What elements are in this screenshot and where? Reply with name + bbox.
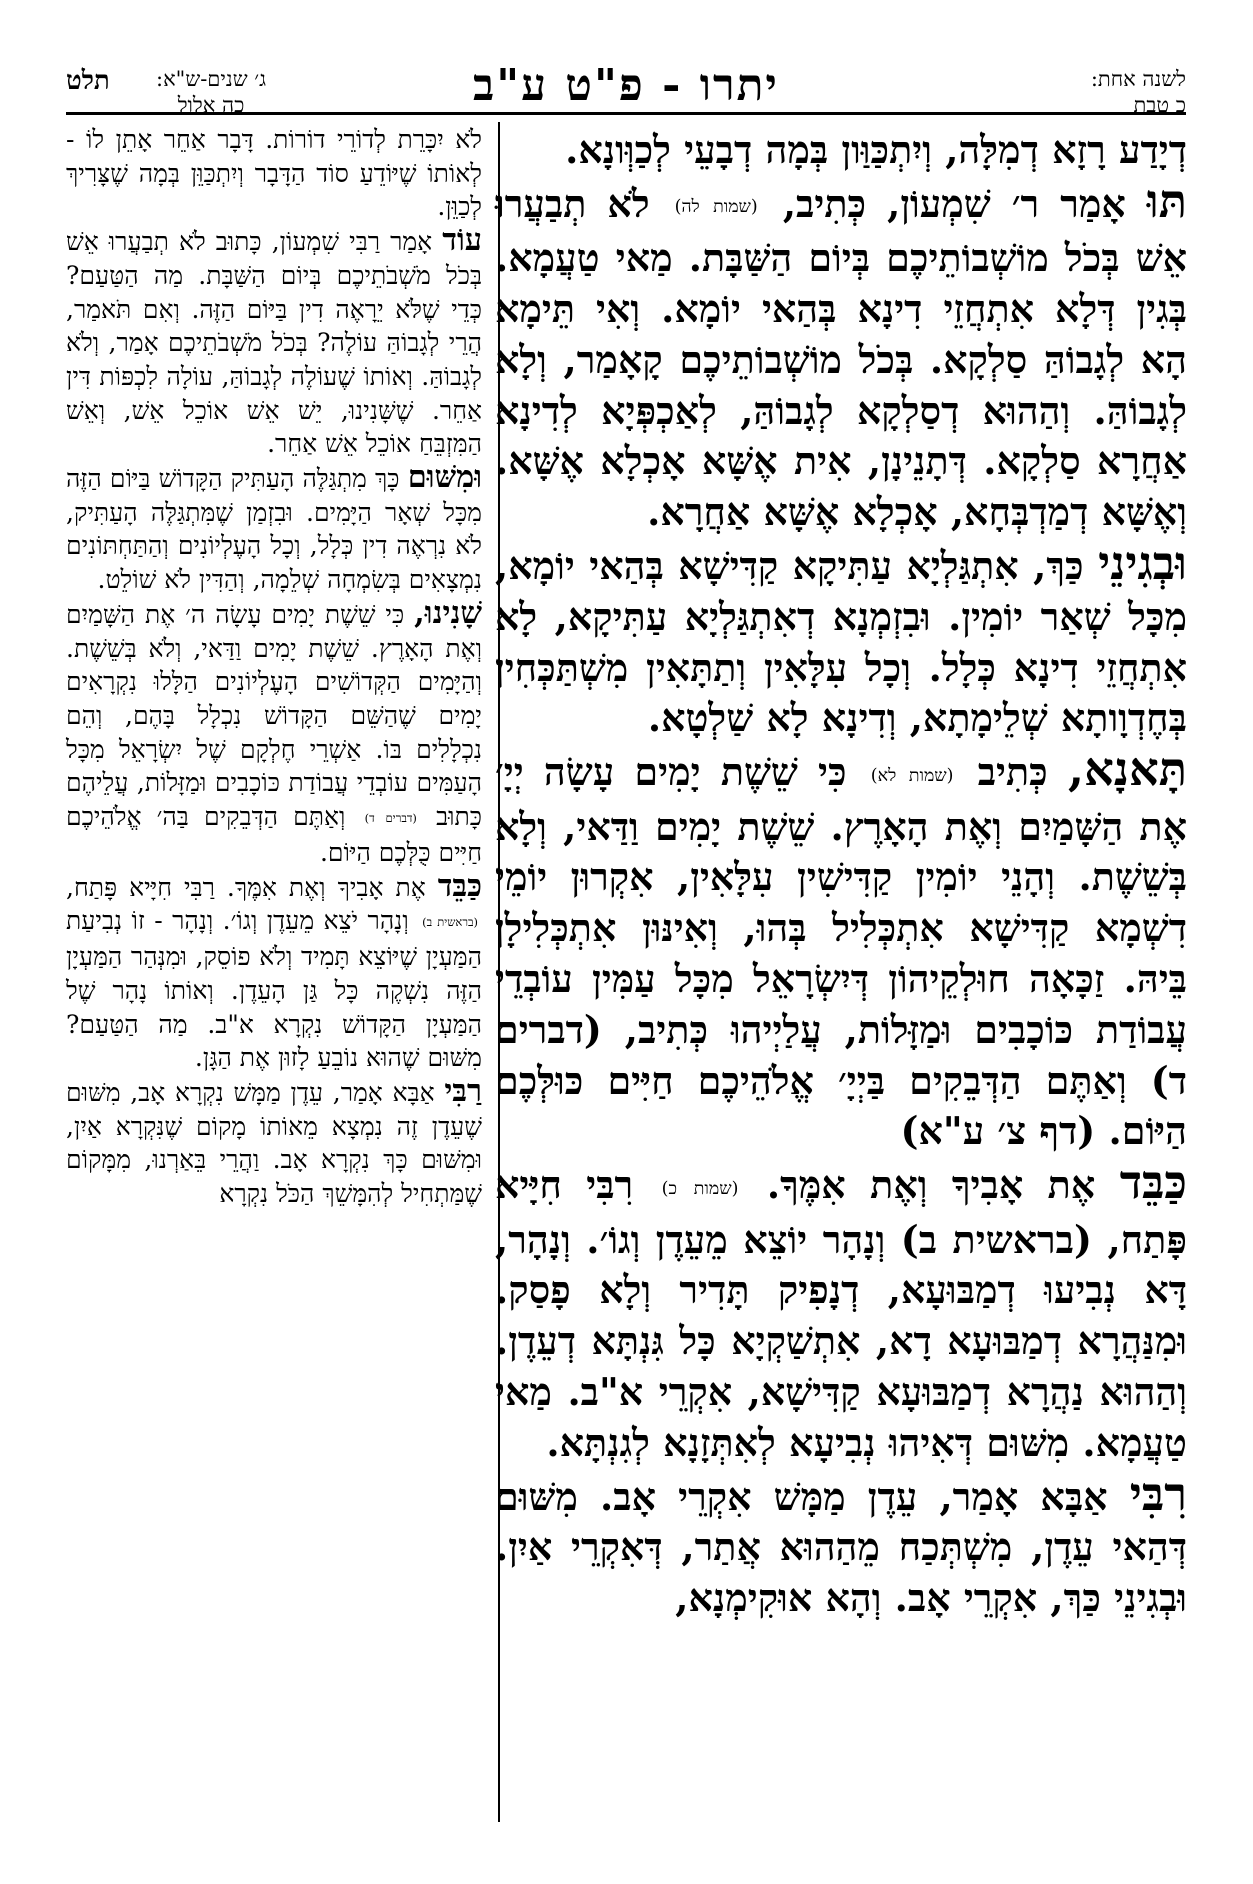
paragraph-lead-word: תּוּ (1146, 172, 1188, 228)
paragraph-text-continued: לֹא תְבַעֲרוּ אֵשׁ בְּכֹל מוֹשְׁבוֹתֵיכֶם בְּיוֹם הַשַּׁבָּת. מַאי טַעֲמָא. בְּגִין דְּלָא אִתְחֲזֵי דִינָא בְּהַאי יוֹמָא. וְאִי תֵּימָא הָא לְגָבוֹהַּ סַלְקָא. בְּכֹל מוֹשְׁבוֹתֵיכֶם קָאָמַר, וְלָא לְגָבוֹהַּ. וְהַהוּא דְסַלְקָא לְגָבוֹהַּ, לְאַכְפְּיָא לְדִינָא אַחֲרָא סַלְקָא. דְּתָנֵינָן, אִית אֶשָּׁא אָכְלָא אֶשָּׁא. וְאֶשָּׁא דְמַדְבְּחָא, אָכְלָא אֶשָּׁא אַחֲרָא. (495, 180, 1187, 535)
paragraph-lead-word: וּמִשּׁוּם (407, 459, 483, 496)
paragraph-text: לֹא יִכָּרֵת לְדוֹרֵי דוֹרוֹת. דָּבָר אַחֵר אָתֵן לוֹ - לְאוֹתוֹ שֶׁיּוֹדֵעַ סוֹד הַדָּבָר וְיִתְכַּוֵּן בְּמָה שֶׁצָּרִיךְ לְכַוֵּן. (66, 125, 482, 222)
paragraph-text: כָּךְ מִתְגַּלֶּה הָעַתִּיק הַקָּדוֹשׁ בַּיּוֹם הַזֶּה מִכָּל שְׁאָר הַיָּמִים. וּבִזְמַן שֶׁמִּתְגַּלֶּה הָעַתִּיק, לֹא נִרְאֶה דִין כְּלָל, וְכָל הָעֶלְיוֹנִים וְהַתַּחְתּוֹנִים נִמְצָאִים בְּשִׂמְחָה שְׁלֵמָה, וְהַדִּין לֹא שׁוֹלֵט. (66, 464, 482, 595)
verse-reference: (שמות לה) (674, 197, 758, 218)
paragraph-text-continued: וְנָהָר יֹצֵא מֵעֵדֶן וְגוֹ׳. וְנָהָר - זוֹ נְבִיעַת הַמַּעְיָן שֶׁיּוֹצֵא תָּמִיד וְלֹא פוֹסֵק, וּמִנְּהַר הַמַּעְיָן הַזֶּה נִשְׁקֶה כָּל גַּן הָעֵדֶן. וְאוֹתוֹ נָהָר שֶׁל הַמַּעְיָן הַקָּדוֹשׁ נִקְרָא א"ב. מַה הַטַּעַם? מִשּׁוּם שֶׁהוּא נוֹבֵעַ לָזוּן אֶת הַגָּן. (66, 906, 482, 1073)
paragraph-lead-word: כַּבֵּד (437, 867, 483, 904)
paragraph-text: אָמַר רַבִּי שִׁמְעוֹן, כָּתוּב לֹא תְבַעֲרוּ אֵשׁ בְּכֹל מֹשְׁבֹתֵיכֶם בְּיוֹם הַשַּׁבָּת. מַה הַטַּעַם? כְּדֵי שֶׁלֹּא יֵרָאֶה דִין בַּיּוֹם הַזֶּה. וְאִם תֹּאמַר, הֲרֵי לְגָבוֹהַּ עוֹלֶה? בְּכֹל מֹשְׁבֹתֵיכֶם אָמַר, וְלֹא לְגָבוֹהַּ. וְאוֹתוֹ שֶׁעוֹלֶה לְגָבוֹהַּ, עוֹלָה לִכְפּוֹת דִּין אַחֵר. שֶׁשָּׁנִינוּ, יֵשׁ אֵשׁ אוֹכֵל אֵשׁ, וְאֵשׁ הַמִּזְבֵּחַ אוֹכֵל אֵשׁ אַחֵר. (66, 227, 482, 459)
hebrew-translation-column (66, 122, 482, 1211)
three-years-date: כה אלול (177, 93, 245, 117)
header-divider (66, 112, 1186, 115)
paragraph-text: אָמַר ר׳ שִׁמְעוֹן, כְּתִיב, (782, 180, 1126, 226)
paragraph-text: כִּי שֵׁשֶׁת יָמִים עָשָׂה ה׳ אֶת הַשָּׁמַיִם וְאֶת הָאָרֶץ. שֵׁשֶׁת יָמִים וַדַּאי, וְלֹא בְּשֵׁשֶׁת. וְהַיָּמִים הַקְּדוֹשִׁים הָעֶלְיוֹנִים הַלָּלוּ נִקְרָאִים יָמִים שֶׁהַשֵּׁם הַקָּדוֹשׁ נִכְלָל בָּהֶם, וְהֵם נִכְלָלִים בּוֹ. אַשְׁרֵי חֶלְקָם שֶׁל יִשְׂרָאֵל מִכָּל הָעַמִּים עוֹבְדֵי עֲבוֹדַת כּוֹכָבִים וּמַזָּלוֹת, עֲלֵיהֶם כָּתוּב (66, 599, 483, 832)
paragraph-text: אֶת אָבִיךָ וְאֶת אִמֶּךָ. (766, 1162, 1096, 1208)
paragraph-text: אֶת אָבִיךָ וְאֶת אִמֶּךָ. רַבִּי חִיָּיא פָּתַח, (66, 872, 426, 902)
paragraph-lead-word: עוֹד (442, 222, 483, 259)
column-divider (498, 122, 500, 1822)
one-year-label: לשנה אחת: (1090, 67, 1186, 91)
main-paragraph-3 (495, 535, 1188, 744)
paragraph-text: אַבָּא אָמַר, עֵדֶן מַמָּשׁ נִקְרָא אָב, מִשּׁוּם שֶׁעֵדֶן זֶה נִמְצָא מֵאוֹתוֹ מָקוֹם שֶׁנִּקְרָא אַיִן, וּמִשּׁוּם כָּךְ נִקְרָא אָב. וַהֲרֵי בֵּאַרְנוּ, מִמָּקוֹם שֶׁמַּתְחִיל לְהִמָּשֵׁךְ הַכֹּל נִקְרָא (66, 1077, 482, 1209)
main-paragraph-5 (495, 1154, 1188, 1468)
paragraph-lead-word: וּבְגִינֵי (1098, 535, 1188, 591)
paragraph-text: אַבָּא אָמַר, עֵדֶן מַמָּשׁ אִקְרֵי אָב. מִשּׁוּם דְּהַאי עֵדֶן, מִשְׁתְּכַח מֵהַהוּא אֲתַר, דְּאִקְרֵי אַיִן. וּבְגִינֵי כַּךְ, אִקְרֵי אָב. וְהָא אוּקִימְנָא, (495, 1473, 1187, 1621)
page-number: תלט (66, 66, 110, 96)
main-paragraph-6 (495, 1465, 1187, 1624)
paragraph-text-continued: וְאַתֶּם הַדְּבֵקִים בַּה׳ אֱלֹהֵיכֶם חַיִּים כֻּלְּכֶם הַיּוֹם. (66, 802, 482, 867)
main-paragraph-1 (495, 122, 1187, 176)
paragraph-text: כַּךְ, אִתְגַּלְיָא עַתִּיקָא קַדִּישָׁא בְּהַאי יוֹמָא, מִכָּל שְׁאַר יוֹמִין. וּבִזְמְנָא דְאִתְגַּלְיָא עַתִּיקָא, לָא אִתְחֲזֵי דִינָא כְּלָל. וְכָל עִלָּאִין וְתַתָּאִין מִשְׁתַּכְּחִין בְּחֶדְוָותָא שְׁלֵימָתָא, וְדִינָא לָא שַׁלְטָא. (495, 543, 1187, 741)
side-paragraph-3 (66, 461, 482, 597)
paragraph-text: כְּתִיב (977, 749, 1048, 795)
three-year-schedule (156, 66, 266, 118)
page-title: יתרו - פ"ט ע"ב (473, 60, 779, 111)
verse-reference: (שמות כ) (661, 1178, 739, 1199)
paragraph-lead-word: כַּבֵּד (1119, 1154, 1188, 1210)
paragraph-text: דְיָדַע רָזָא דְמִלָּה, וְיִתְכַּוַּון בְּמָה דְבָעֵי לְכַוְּונָא. (565, 127, 1187, 172)
three-years-label: ג׳ שנים-ש"א: (156, 67, 267, 91)
side-paragraph-1 (66, 122, 482, 224)
paragraph-lead-word: רַבִּי (444, 1072, 482, 1109)
main-paragraph-2 (495, 172, 1188, 538)
verse-reference: (דברים ד) (364, 811, 417, 826)
side-paragraph-2 (66, 224, 482, 461)
paragraph-text-continued: כִּי שֵׁשֶׁת יָמִים עָשָׂה יְיָ׳ אֶת הַשָּׁמַיִם וְאֶת הָאָרֶץ. שֵׁשֶׁת יָמִים וַדַּאי, וְלָא בְּשֵׁשֶׁת. וְהָנֵי יוֹמִין קַדִּישִׁין עִלָּאִין, אִקְרוּן יוֹמֵי דִשְׁמָא קַדִּישָׁא אִתְכְּלִיל בְּהוּ, וְאִינּוּן אִתְכְּלִילָן בֵּיהּ. זַכָּאָה חוּלְקֵיהוֹן דְּיִשְׂרָאֵל מִכָּל עַמִּין עוֹבְדֵי עֲבוֹדַת כּוֹכָבִים וּמַזָּלוֹת, עֲלַיְיהוּ כְּתִיב, (דברים ד) וְאַתֶּם הַדְּבֵקִים בַּיְיָ׳ אֱלֹהֵיכֶם חַיִּים כּוּלְּכֶם הַיּוֹם. (דף צ׳ ע"א) (495, 749, 1187, 1154)
main-paragraph-4 (495, 741, 1188, 1157)
side-paragraph-4 (66, 594, 483, 870)
side-paragraph-6 (66, 1072, 482, 1211)
paragraph-lead-word: תָּאנָא, (1067, 741, 1188, 797)
paragraph-text-continued: רִבִּי חִיָּיא פָּתַח, (בראשית ב) וְנָהָר יוֹצֵא מֵעֵדֶן וְגוֹ׳. וְנָהָר, דָּא נְבִיעוּ דְמַבּוּעָא, דְנָפִיק תָּדִיר וְלָא פָסַק. וּמִנַּהֲרָא דְמַבּוּעָא דָא, אִתְשַׁקְיָא כָּל גִּנְתָּא דְעֵדֶן. וְהַהוּא נַהֲרָא דְמַבּוּעָא קַדִּישָׁא, אִקְרֵי א"ב. מַאי טַעֲמָא. מִשּׁוּם דְּאִיהוּ נְבִיעָא לְאִתְּזָנָא לְגִנְתָּא. (495, 1162, 1187, 1465)
one-year-date: כ טבת (1133, 93, 1186, 117)
aramaic-text-column (495, 122, 1187, 1624)
side-paragraph-5 (66, 867, 483, 1075)
verse-reference: (בראשית ב) (422, 915, 479, 930)
verse-reference: (שמות לא) (870, 765, 954, 786)
paragraph-lead-word: שָׁנִינוּ, (414, 594, 482, 631)
paragraph-lead-word: רִבִּי (1129, 1465, 1187, 1521)
